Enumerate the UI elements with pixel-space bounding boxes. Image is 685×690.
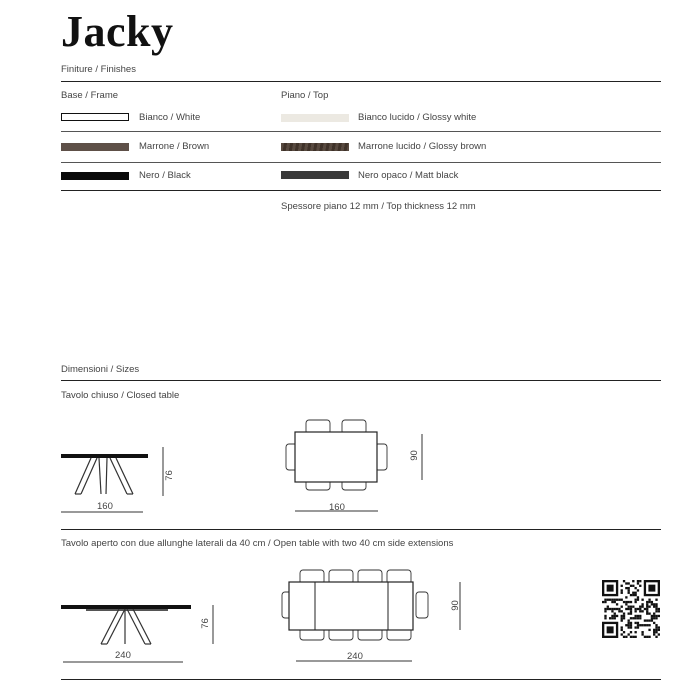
open-side-view-drawing: [61, 598, 221, 668]
thickness-note: Spessore piano 12 mm / Top thickness 12 mm: [281, 201, 476, 212]
swatch-base-brown: [61, 143, 129, 151]
divider: [61, 131, 661, 132]
swatch-base-black: [61, 172, 129, 180]
dimensions-heading: Dimensioni / Sizes: [61, 364, 140, 375]
top-heading: Piano / Top: [281, 90, 329, 101]
divider: [61, 529, 661, 530]
closed-plan-view-drawing: [285, 418, 435, 518]
open-side-width: 240: [115, 650, 131, 661]
top-white-label: Bianco lucido / Glossy white: [358, 112, 477, 123]
open-side-height: 76: [199, 618, 211, 629]
finishes-heading: Finiture / Finishes: [61, 64, 136, 75]
divider: [61, 162, 661, 163]
closed-side-view-drawing: [61, 450, 171, 520]
closed-side-width: 160: [97, 501, 113, 512]
open-table-label: Tavolo aperto con due allunghe laterali da 40 cm / Open table with two 40 cm side extensions: [61, 538, 454, 549]
qr-code-icon: [602, 580, 660, 638]
product-title: Jacky: [61, 7, 174, 56]
swatch-base-white: [61, 113, 129, 121]
divider: [61, 380, 661, 381]
divider: [61, 190, 661, 191]
swatch-top-glossy-brown: [281, 143, 349, 151]
open-plan-width: 240: [347, 651, 363, 662]
swatch-top-matt-black: [281, 171, 349, 179]
open-plan-depth: 90: [449, 600, 461, 611]
divider: [61, 81, 661, 82]
top-brown-label: Marrone lucido / Glossy brown: [358, 141, 487, 152]
closed-plan-width: 160: [329, 502, 345, 513]
closed-plan-depth: 90: [408, 450, 420, 461]
open-plan-view-drawing: [280, 568, 470, 668]
base-brown-label: Marrone / Brown: [139, 141, 210, 152]
swatch-top-glossy-white: [281, 114, 349, 122]
closed-table-label: Tavolo chiuso / Closed table: [61, 390, 180, 401]
base-heading: Base / Frame: [61, 90, 119, 101]
base-white-label: Bianco / White: [139, 112, 201, 123]
divider: [61, 679, 661, 680]
top-black-label: Nero opaco / Matt black: [358, 170, 459, 181]
closed-side-height: 76: [163, 470, 175, 481]
base-black-label: Nero / Black: [139, 170, 191, 181]
